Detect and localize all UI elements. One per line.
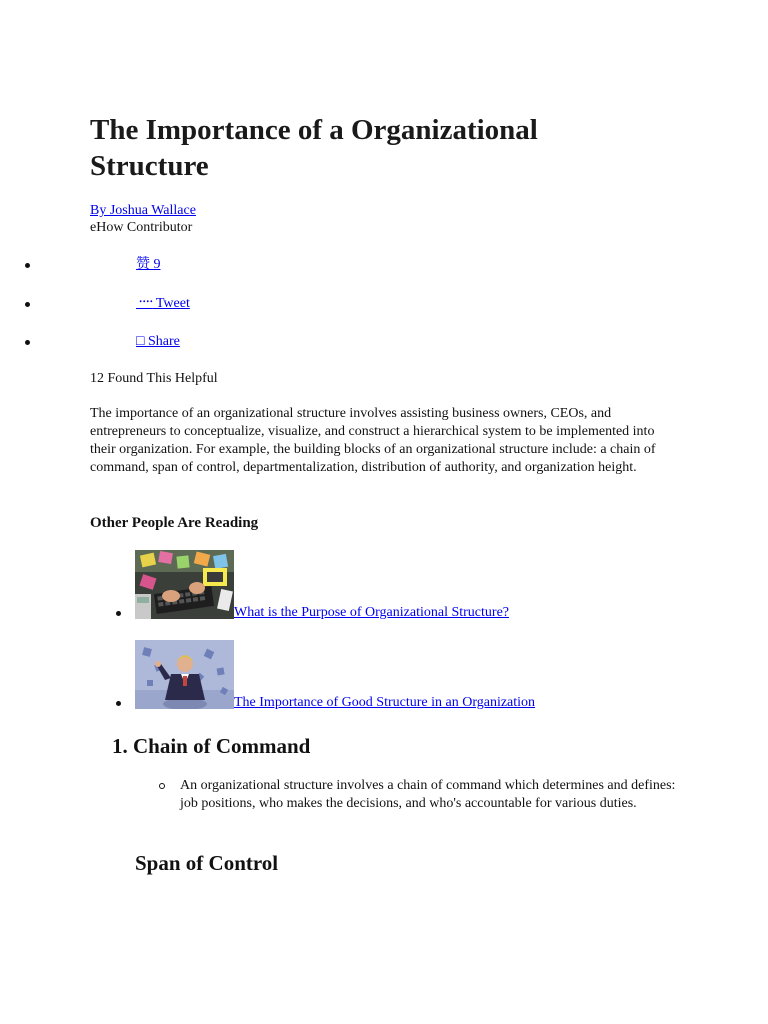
- like-count: 9: [150, 257, 161, 272]
- page-title: The Importance of a Organizational Structure: [90, 114, 538, 182]
- author-link[interactable]: By Joshua Wallace: [90, 203, 196, 218]
- share-label: Share: [144, 334, 180, 349]
- intro-paragraph: The importance of an organizational structure involves assisting business owners, CEOs, and entrepreneurs to conceptualize, visualize, and construct a hierarchical system to be implemented into their organization. For example, the building blocks of an organizational structure include: a chain of command, span of control, departmentalization, distribution of authority, and organization height.: [90, 406, 656, 475]
- related-heading: Other People Are Reading: [90, 515, 259, 531]
- list-bullet: [116, 701, 121, 706]
- author-role: eHow Contributor: [90, 220, 193, 235]
- tweet-label: Tweet: [152, 296, 190, 311]
- list-bullet: [25, 302, 30, 307]
- list-bullet-circle: [159, 783, 165, 789]
- section-title: Chain of Command: [133, 734, 311, 758]
- list-bullet: [116, 611, 121, 616]
- twitter-icon: ᠁: [136, 296, 153, 311]
- like-icon: 赞: [136, 257, 150, 272]
- section-heading-chain-of-command: [112, 734, 310, 758]
- list-bullet: [25, 340, 30, 345]
- related-link-2[interactable]: The Importance of Good Structure in an Organization: [234, 695, 536, 710]
- tweet-button[interactable]: [136, 295, 190, 313]
- list-bullet: [25, 263, 30, 268]
- helpful-count: 12 Found This Helpful: [90, 371, 218, 386]
- share-button[interactable]: [136, 333, 180, 351]
- section-heading-span-of-control: Span of Control: [135, 851, 279, 875]
- section-number: 1.: [112, 734, 128, 758]
- office-desk-photo[interactable]: [135, 550, 234, 619]
- related-link-1[interactable]: What is the Purpose of Organizational Structure?: [234, 605, 509, 620]
- share-icon: □: [136, 334, 145, 349]
- chain-of-command-text: An organizational structure involves a chain of command which determines and defines: job positions, who makes the decisions, and who's accountable for various duties.: [180, 778, 676, 811]
- businessman-photo[interactable]: [135, 640, 234, 709]
- like-button[interactable]: [136, 256, 161, 274]
